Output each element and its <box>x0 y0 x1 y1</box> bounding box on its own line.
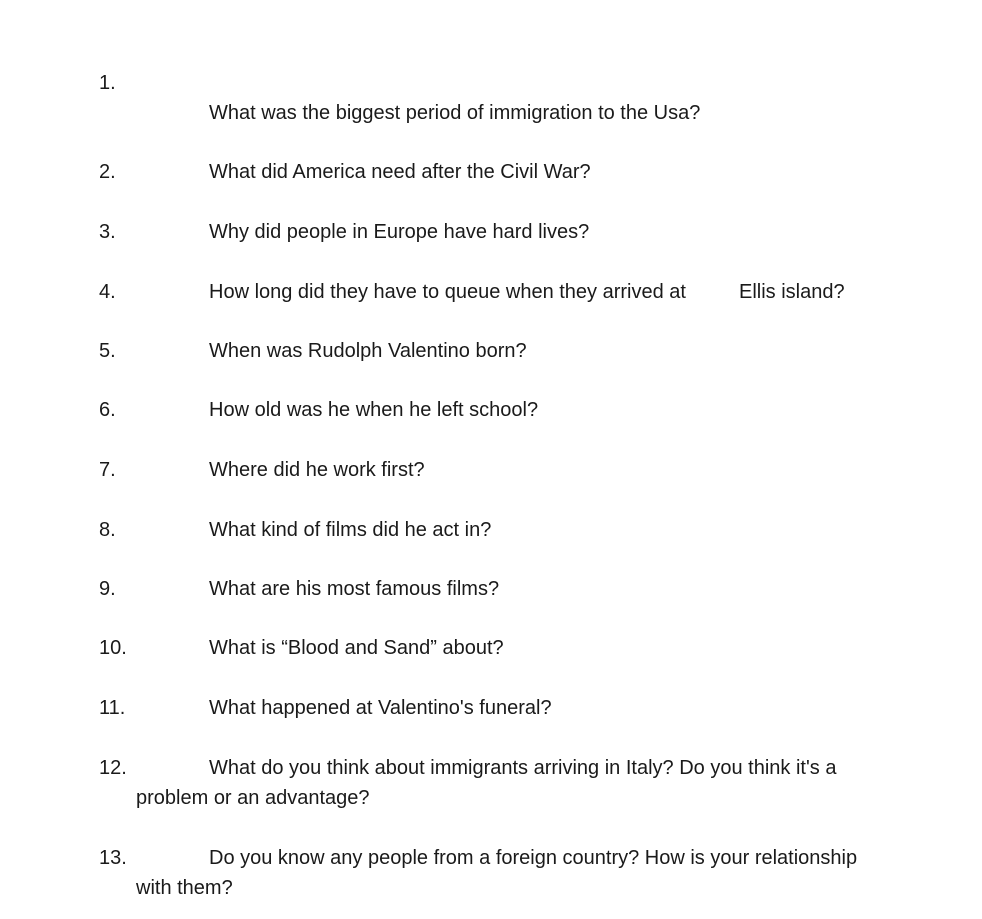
question-number: 4. <box>99 281 116 303</box>
question-number: 8. <box>99 519 116 541</box>
question-text-part-1: How long did they have to queue when they arrived at <box>209 281 686 303</box>
question-1 <box>99 68 959 128</box>
question-10 <box>99 633 959 663</box>
question-number: 3. <box>99 221 116 243</box>
question-text: What was the biggest period of immigration to the Usa? <box>209 102 701 124</box>
question-text: Where did he work first? <box>209 459 425 481</box>
question-13 <box>99 843 959 903</box>
question-number: 12. <box>99 757 127 779</box>
question-11 <box>99 693 959 723</box>
question-text: When was Rudolph Valentino born? <box>209 340 527 362</box>
question-4 <box>99 277 959 307</box>
question-number: 2. <box>99 161 116 183</box>
question-number: 10. <box>99 637 127 659</box>
question-text <box>99 277 959 307</box>
question-text-line-1: Do you know any people from a foreign country? How is your relationship <box>209 847 858 869</box>
question-12 <box>99 753 959 813</box>
question-text: What is “Blood and Sand” about? <box>209 637 504 659</box>
question-6 <box>99 395 959 425</box>
question-number: 13. <box>99 847 127 869</box>
question-text: How old was he when he left school? <box>209 399 539 421</box>
question-text: What are his most famous films? <box>209 578 500 600</box>
question-9 <box>99 574 959 604</box>
question-text: What did America need after the Civil War? <box>209 161 591 183</box>
question-text: Why did people in Europe have hard lives? <box>209 221 590 243</box>
question-8 <box>99 515 959 545</box>
question-2 <box>99 157 959 187</box>
question-number: 6. <box>99 399 116 421</box>
question-3 <box>99 217 959 247</box>
question-text-part-2: Ellis island? <box>738 281 845 303</box>
question-number: 7. <box>99 459 116 481</box>
question-text-line-2: problem or an advantage? <box>136 787 370 809</box>
question-number: 5. <box>99 340 116 362</box>
question-text: What happened at Valentino's funeral? <box>209 697 552 719</box>
question-number: 9. <box>99 578 116 600</box>
question-number: 1. <box>99 72 116 94</box>
question-7 <box>99 455 959 485</box>
question-text-line-2: with them? <box>136 877 233 899</box>
question-5 <box>99 336 959 366</box>
question-text-line-1: What do you think about immigrants arriving in Italy? Do you think it's a <box>209 757 837 779</box>
question-number: 11. <box>99 697 126 719</box>
question-text: What kind of films did he act in? <box>209 519 492 541</box>
